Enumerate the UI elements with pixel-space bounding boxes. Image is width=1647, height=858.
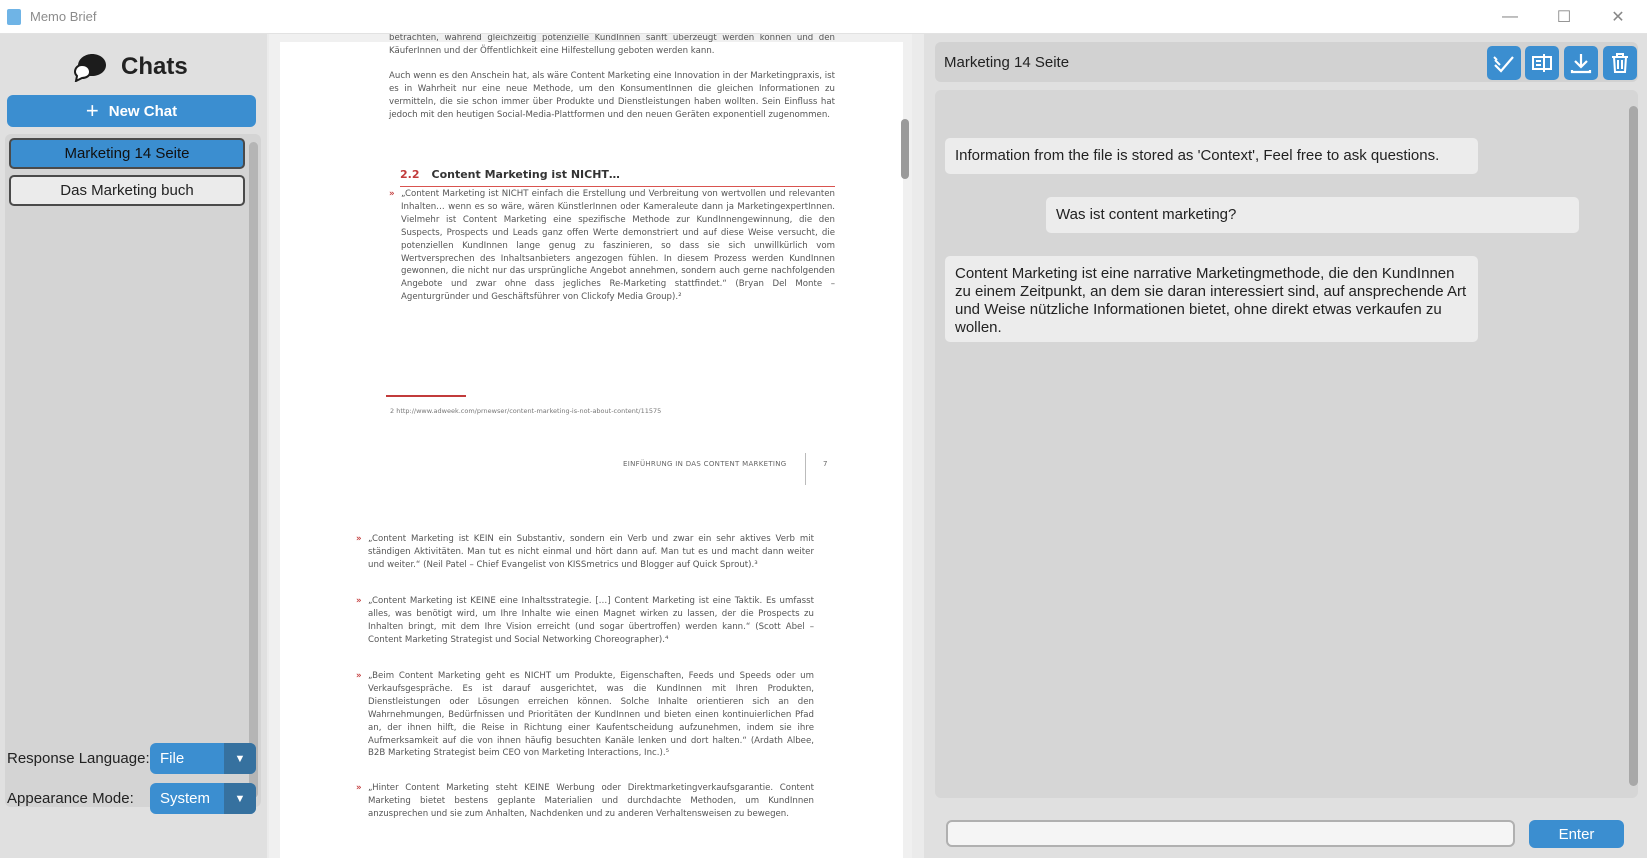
quote-marker: » [389, 189, 395, 199]
close-button[interactable]: ✕ [1611, 9, 1625, 26]
chat-scrollbar[interactable] [1629, 106, 1638, 786]
quote-text: „Content Marketing ist KEIN ein Substantiv, sondern ein Verb und zwar ein sehr aktives Verb mit ständigen Aktivitäten. Man tut es nicht einmal und hört dann auf. Man tut es und macht dann weiter und weiter.“ (Neil Patel – Chief Evangelist von KISSmetrics und Blogger auf Quick Sprout).³ [368, 534, 814, 570]
plus-icon: + [85, 98, 99, 123]
chevron-down-icon[interactable]: ▼ [224, 743, 256, 774]
sidebar [0, 34, 267, 858]
new-chat-label: New Chat [108, 102, 178, 120]
quote-text: „Content Marketing ist KEINE eine Inhaltsstrategie. […] Content Marketing ist eine Taktik. Es umfasst alles, was benötigt wird, um Ihre Inhalte wie einen Magnet wirken zu lassen, der die Prospects zu Inhalten bringt, mit dem Ihre Vision erreicht (und sogar übertroffen) werden kann.“ (Scott Abel – Content Marketing Strategist und Social Networking Choreographer).⁴ [368, 596, 814, 645]
clean-button[interactable] [1487, 46, 1521, 80]
doc-quote [356, 595, 814, 647]
document-viewer[interactable] [269, 34, 912, 858]
chevron-down-icon[interactable]: ▼ [224, 783, 256, 814]
doc-quote [356, 533, 814, 572]
messages-area [935, 90, 1638, 798]
quote-text: „Hinter Content Marketing steht KEINE Werbung oder Direktmarketingverkaufsgarantie. Content Marketing bietet bestens geplante Materialien und durchdachte Methoden, um KundInnen anzusprechen und sie zum Anhalten, Nachdenken und zu anderen Verhaltensweisen zu bewegen. [368, 783, 814, 819]
doc-paragraph: betrachten, während gleichzeitig potenzielle KundInnen sanft überzeugt werden können und den KäuferInnen und der Öffentlichkeit eine Hilfestellung geboten werden kann. [389, 34, 835, 56]
appearance-mode-label: Appearance Mode: [7, 790, 134, 807]
download-button[interactable] [1564, 46, 1598, 80]
chat-pane [924, 34, 1647, 858]
section-number: 2.2 [400, 168, 420, 181]
response-language-value: File [160, 750, 185, 767]
section-title: Content Marketing ist NICHT… [431, 168, 620, 181]
message-input[interactable] [946, 820, 1515, 847]
quote-marker: » [356, 534, 362, 544]
clean-icon [1492, 51, 1516, 75]
title-bar [0, 0, 1647, 34]
chat-item-marketing-14-seite[interactable]: Marketing 14 Seite [9, 138, 245, 169]
document-scrollbar[interactable] [901, 119, 909, 179]
chat-list [5, 134, 261, 807]
app-icon [7, 9, 21, 25]
appearance-mode-select[interactable] [150, 783, 256, 814]
assistant-message: Content Marketing ist eine narrative Marketingmethode, die den KundInnen zu einem Zeitpunkt, an dem sie daran interessiert sind, auf ansprechende Art und Weise nützliche Informationen bietet, ohne direkt etwas verkaufen zu wollen. [945, 256, 1478, 342]
user-message: Was ist content marketing? [1046, 197, 1579, 233]
running-head-divider [805, 453, 806, 485]
system-message: Information from the file is stored as 'Context', Feel free to ask questions. [945, 138, 1478, 174]
enter-button[interactable]: Enter [1529, 820, 1624, 848]
chat-bubbles-icon [72, 52, 110, 82]
window-title: Memo Brief [30, 9, 97, 24]
page-number: 7 [823, 460, 828, 468]
quote-marker: » [356, 596, 362, 606]
summary-button[interactable] [1525, 46, 1559, 80]
delete-button[interactable] [1603, 46, 1637, 80]
response-language-select[interactable] [150, 743, 256, 774]
chat-header [935, 42, 1638, 82]
doc-quote [356, 670, 814, 760]
summary-icon [1530, 51, 1554, 75]
document-page [280, 34, 903, 858]
footnote-rule [386, 395, 466, 397]
chat-title: Marketing 14 Seite [944, 54, 1070, 71]
section-heading [400, 168, 835, 187]
download-icon [1569, 51, 1593, 75]
doc-quote [356, 782, 814, 821]
chat-item-das-marketing-buch[interactable]: Das Marketing buch [9, 175, 245, 206]
chat-list-scrollbar[interactable] [249, 142, 258, 798]
running-head: EINFÜHRUNG IN DAS CONTENT MARKETING [623, 460, 787, 468]
doc-paragraph: Auch wenn es den Anschein hat, als wäre Content Marketing eine Innovation in der Marketingpraxis, ist es in Wahrheit nur eine neue Methode, um den KonsumentInnen die gleichen Informationen zu vermitteln, die sie schon immer über Produkte und Dienstleistungen haben wollten. Sein Einfluss hat jedoch mit den heutigen Social-Media-Plattformen und den neuen Geräten exponentiell zugenommen. [389, 71, 835, 120]
chats-title: Chats [121, 53, 188, 80]
quote-text: „Content Marketing ist NICHT einfach die Erstellung und Verbreitung von wertvollen und relevanten Inhalten… wenn es so wäre, wären KünstlerInnen oder Kameraleute dann ja MarketingexpertInnen. Vielmehr ist Content Marketing eine spezifische Methode zur KundInnengewinnung, die den Suspects, Prospects und Leads ganz offen Werte demonstriert und auf diese Weise versucht, die potenziellen KundInnen lange genug zu faszinieren, so dass sie sich unwillkürlich vom Wertversprechen des Inhaltsanbieters angezogen fühlen. In diesem Prozess werden KundInnen gewonnen, die nicht nur das ursprüngliche Angebot annehmen, sondern auch gerne nachfolgenden Angebote und zwar ohne dass jegliches Re-Marketing stattfindet.“ (Bryan Del Monte – Agenturgründer und Geschäftsführer von Clickofy Media Group).² [401, 189, 835, 303]
quote-marker: » [356, 671, 362, 681]
appearance-mode-value: System [160, 790, 211, 807]
response-language-label: Response Language: [7, 750, 150, 767]
quote-text: „Beim Content Marketing geht es NICHT um Produkte, Eigenschaften, Feeds und Speeds oder um Verkaufsgespräche. Es ist darauf ausgerichtet, was die KundInnen mit Ihren Produkten, Dienstleistungen oder Lösungen erreichen können. Solche Inhalte orientieren sich an den Wahrnehmungen, Bedürfnissen und Prioritäten der KundInnen und bieten einen kontinuierlichen Pfad an, der ihnen hilft, die Reise in Richtung einer Kaufentscheidung aufzunehmen, indem sie ihre Aufmerksamkeit auf die von ihnen häufig besuchten Kanäle lenken und dort halten.“ (Ardath Albee, B2B Marketing Strategist beim CEO von Marketing Interactions, Inc.).⁵ [368, 671, 814, 759]
trash-icon [1608, 51, 1632, 75]
doc-quote [389, 188, 835, 304]
new-chat-button[interactable] [7, 95, 256, 127]
minimize-button[interactable]: — [1502, 8, 1518, 25]
footnote: 2 http://www.adweek.com/prnewser/content-marketing-is-not-about-content/11575 [390, 407, 662, 415]
maximize-button[interactable]: ☐ [1556, 9, 1572, 26]
chats-header [72, 50, 188, 84]
quote-marker: » [356, 783, 362, 793]
